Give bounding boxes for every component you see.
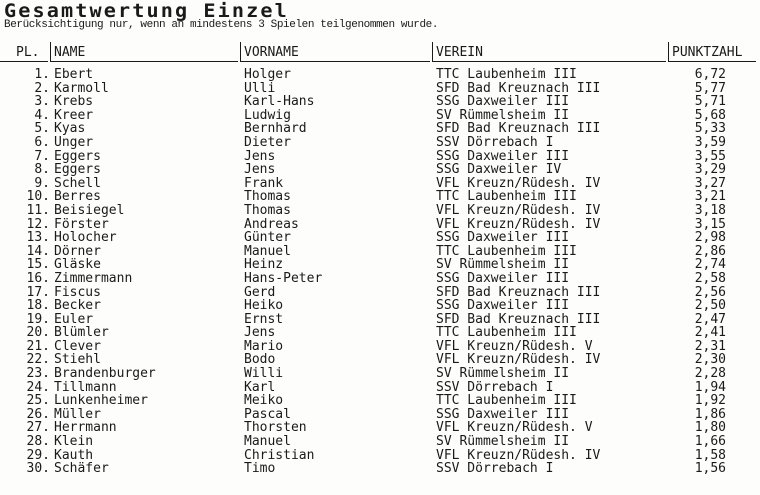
verein-cell: SFD Bad Kreuznach III	[436, 311, 601, 327]
name-cell: Müller	[54, 406, 101, 422]
table-row	[0, 299, 760, 313]
vorname-cell: Andreas	[244, 216, 299, 232]
punktzahl-cell: 2,58	[694, 270, 726, 286]
punktzahl-cell: 3,27	[694, 175, 726, 191]
name-cell: Clever	[54, 338, 101, 354]
rank-cell: 14.	[26, 243, 50, 259]
name-cell: Eggers	[54, 162, 101, 178]
name-cell: Berres	[54, 189, 101, 205]
table-row	[0, 340, 760, 354]
punktzahl-cell: 1,80	[694, 420, 726, 436]
vorname-cell: Jens	[244, 325, 276, 341]
header-divider	[432, 42, 433, 62]
rank-cell: 10.	[26, 189, 50, 205]
name-cell: Klein	[54, 434, 94, 450]
rank-cell: 28.	[26, 434, 50, 450]
name-cell: Unger	[54, 134, 94, 150]
verein-cell: TTC Laubenheim III	[436, 189, 577, 205]
table-row	[0, 435, 760, 449]
header-divider	[50, 42, 51, 62]
name-cell: Beisiegel	[54, 202, 125, 218]
table-row	[0, 190, 760, 204]
name-cell: Kauth	[54, 447, 94, 463]
punktzahl-cell: 5,71	[694, 94, 726, 110]
page-title: Gesamtwertung Einzel	[4, 0, 289, 22]
vorname-cell: Karl	[244, 379, 276, 395]
vorname-cell: Hans-Peter	[244, 270, 323, 286]
rank-cell: 30.	[26, 461, 50, 477]
rank-cell: 26.	[26, 406, 50, 422]
table-row	[0, 122, 760, 136]
rank-cell: 13.	[26, 230, 50, 246]
punktzahl-cell: 3,21	[694, 189, 726, 205]
table-row	[0, 95, 760, 109]
rank-cell: 29.	[26, 447, 50, 463]
name-cell: Kreer	[54, 107, 94, 123]
verein-cell: VFL Kreuzn/Rüdesh. V	[436, 420, 593, 436]
punktzahl-cell: 2,86	[694, 243, 726, 259]
verein-cell: SSG Daxweiler III	[436, 94, 570, 110]
header-rule-name	[50, 61, 238, 62]
name-cell: Förster	[54, 216, 109, 232]
header-punktzahl: PUNKTZAHL	[672, 45, 743, 60]
vorname-cell: Frank	[244, 175, 284, 191]
punktzahl-cell: 1,92	[694, 393, 726, 409]
header-pl: PL.	[16, 45, 40, 60]
vorname-cell: Thomas	[244, 189, 291, 205]
rank-cell: 20.	[26, 325, 50, 341]
name-cell: Euler	[54, 311, 94, 327]
punktzahl-cell: 1,94	[694, 379, 726, 395]
rank-cell: 27.	[26, 420, 50, 436]
header-name: NAME	[54, 45, 86, 60]
rank-cell: 12.	[26, 216, 50, 232]
name-cell: Holocher	[54, 230, 117, 246]
vorname-cell: Holger	[244, 67, 291, 82]
punktzahl-cell: 3,59	[694, 134, 726, 150]
name-cell: Schell	[54, 175, 101, 191]
name-cell: Zimmermann	[54, 270, 133, 286]
rank-cell: 25.	[26, 393, 50, 409]
table-row	[0, 449, 760, 463]
name-cell: Schäfer	[54, 461, 109, 477]
table-row	[0, 150, 760, 164]
verein-cell: SSG Daxweiler III	[436, 298, 570, 314]
rank-cell: 17.	[26, 284, 50, 300]
table-row	[0, 286, 760, 300]
header-rule-punktzahl	[668, 61, 756, 62]
rank-cell: 3.	[34, 94, 50, 110]
punktzahl-cell: 2,56	[694, 284, 726, 300]
table-row	[0, 82, 760, 96]
punktzahl-cell: 3,18	[694, 202, 726, 218]
vorname-cell: Ernst	[244, 311, 284, 327]
rank-cell: 24.	[26, 379, 50, 395]
punktzahl-cell: 2,74	[694, 257, 726, 273]
verein-cell: SSV Dörrebach I	[436, 134, 554, 150]
verein-cell: SFD Bad Kreuznach III	[436, 80, 601, 96]
punktzahl-cell: 5,33	[694, 121, 726, 137]
vorname-cell: Christian	[244, 447, 315, 463]
punktzahl-cell: 2,50	[694, 298, 726, 314]
verein-cell: SFD Bad Kreuznach III	[436, 284, 601, 300]
vorname-cell: Ulli	[244, 80, 276, 96]
verein-cell: SSG Daxweiler III	[436, 230, 570, 246]
table-row	[0, 408, 760, 422]
punktzahl-cell: 1,66	[694, 434, 726, 450]
table-row	[0, 462, 760, 476]
punktzahl-cell: 3,15	[694, 216, 726, 232]
name-cell: Dörner	[54, 243, 101, 259]
header-rule-verein	[432, 61, 666, 62]
vorname-cell: Karl-Hans	[244, 94, 315, 110]
table-row	[0, 231, 760, 245]
vorname-cell: Manuel	[244, 434, 291, 450]
rank-cell: 11.	[26, 202, 50, 218]
verein-cell: TTC Laubenheim III	[436, 325, 577, 341]
vorname-cell: Günter	[244, 230, 291, 246]
rank-cell: 4.	[34, 107, 50, 123]
verein-cell: SFD Bad Kreuznach III	[436, 121, 601, 137]
table-row	[0, 218, 760, 232]
name-cell: Kyas	[54, 121, 86, 137]
verein-cell: VFL Kreuzn/Rüdesh. IV	[436, 352, 601, 368]
name-cell: Herrmann	[54, 420, 117, 436]
vorname-cell: Manuel	[244, 243, 291, 259]
verein-cell: TTC Laubenheim III	[436, 67, 577, 82]
name-cell: Krebs	[54, 94, 94, 110]
verein-cell: SSG Daxweiler III	[436, 270, 570, 286]
verein-cell: SSG Daxweiler III	[436, 148, 570, 164]
vorname-cell: Dieter	[244, 134, 291, 150]
name-cell: Stiehl	[54, 352, 101, 368]
vorname-cell: Mario	[244, 338, 284, 354]
verein-cell: TTC Laubenheim III	[436, 243, 577, 259]
vorname-cell: Willi	[244, 366, 284, 382]
name-cell: Ebert	[54, 67, 94, 82]
verein-cell: SSV Dörrebach I	[436, 379, 554, 395]
verein-cell: VFL Kreuzn/Rüdesh. IV	[436, 202, 601, 218]
rank-cell: 9.	[34, 175, 50, 191]
rank-cell: 15.	[26, 257, 50, 273]
header-divider	[668, 42, 669, 62]
table-row	[0, 109, 760, 123]
vorname-cell: Jens	[244, 162, 276, 178]
verein-cell: SV Rümmelsheim II	[436, 257, 570, 273]
punktzahl-cell: 1,86	[694, 406, 726, 422]
vorname-cell: Meiko	[244, 393, 284, 409]
page-subtitle: Berücksichtigung nur, wenn an mindestens 3 Spielen teilgenommen wurde.	[4, 19, 439, 31]
rank-cell: 21.	[26, 338, 50, 354]
punktzahl-cell: 6,72	[694, 67, 726, 82]
name-cell: Gläske	[54, 257, 101, 273]
vorname-cell: Thomas	[244, 202, 291, 218]
table-row	[0, 394, 760, 408]
rank-cell: 5.	[34, 121, 50, 137]
header-rule-vorname	[240, 61, 430, 62]
punktzahl-cell: 5,68	[694, 107, 726, 123]
verein-cell: SV Rümmelsheim II	[436, 366, 570, 382]
header-verein: VEREIN	[436, 45, 483, 60]
rank-cell: 2.	[34, 80, 50, 96]
punktzahl-cell: 2,28	[694, 366, 726, 382]
name-cell: Lunkenheimer	[54, 393, 148, 409]
table-row	[0, 367, 760, 381]
name-cell: Eggers	[54, 148, 101, 164]
punktzahl-cell: 2,98	[694, 230, 726, 246]
verein-cell: VFL Kreuzn/Rüdesh. IV	[436, 175, 601, 191]
verein-cell: VFL Kreuzn/Rüdesh. IV	[436, 216, 601, 232]
punktzahl-cell: 2,30	[694, 352, 726, 368]
table-row	[0, 163, 760, 177]
punktzahl-cell: 3,29	[694, 162, 726, 178]
rank-cell: 22.	[26, 352, 50, 368]
table-row	[0, 204, 760, 218]
punktzahl-cell: 2,47	[694, 311, 726, 327]
table-row	[0, 258, 760, 272]
verein-cell: VFL Kreuzn/Rüdesh. IV	[436, 447, 601, 463]
table-row	[0, 245, 760, 259]
verein-cell: TTC Laubenheim III	[436, 393, 577, 409]
table-row	[0, 136, 760, 150]
table-row	[0, 326, 760, 340]
table-header	[0, 44, 760, 66]
name-cell: Becker	[54, 298, 101, 314]
header-vorname: VORNAME	[244, 45, 299, 60]
header-rule-pl	[0, 61, 48, 62]
name-cell: Blümler	[54, 325, 109, 341]
rank-cell: 6.	[34, 134, 50, 150]
table-row	[0, 353, 760, 367]
verein-cell: SSG Daxweiler III	[436, 406, 570, 422]
verein-cell: SSG Daxweiler IV	[436, 162, 562, 178]
verein-cell: SSV Dörrebach I	[436, 461, 554, 477]
vorname-cell: Thorsten	[244, 420, 307, 436]
header-divider	[240, 42, 241, 62]
rank-cell: 1.	[34, 67, 50, 82]
name-cell: Karmoll	[54, 80, 109, 96]
punktzahl-cell: 2,31	[694, 338, 726, 354]
name-cell: Fiscus	[54, 284, 101, 300]
punktzahl-cell: 2,41	[694, 325, 726, 341]
vorname-cell: Heinz	[244, 257, 284, 273]
rank-cell: 8.	[34, 162, 50, 178]
vorname-cell: Gerd	[244, 284, 276, 300]
table-row	[0, 421, 760, 435]
rank-cell: 19.	[26, 311, 50, 327]
table-row	[0, 313, 760, 327]
verein-cell: SV Rümmelsheim II	[436, 107, 570, 123]
verein-cell: SV Rümmelsheim II	[436, 434, 570, 450]
punktzahl-cell: 1,58	[694, 447, 726, 463]
vorname-cell: Pascal	[244, 406, 291, 422]
rank-cell: 23.	[26, 366, 50, 382]
vorname-cell: Bernhard	[244, 121, 307, 137]
punktzahl-cell: 1,56	[694, 461, 726, 477]
rank-cell: 7.	[34, 148, 50, 164]
vorname-cell: Timo	[244, 461, 276, 477]
rank-cell: 16.	[26, 270, 50, 286]
table-row	[0, 381, 760, 395]
punktzahl-cell: 3,55	[694, 148, 726, 164]
table-row	[0, 272, 760, 286]
name-cell: Tillmann	[54, 379, 117, 395]
table-row	[0, 68, 760, 82]
vorname-cell: Ludwig	[244, 107, 291, 123]
table-row	[0, 177, 760, 191]
vorname-cell: Jens	[244, 148, 276, 164]
vorname-cell: Heiko	[244, 298, 284, 314]
verein-cell: VFL Kreuzn/Rüdesh. V	[436, 338, 593, 354]
vorname-cell: Bodo	[244, 352, 276, 368]
rank-cell: 18.	[26, 298, 50, 314]
punktzahl-cell: 5,77	[694, 80, 726, 96]
ranking-table	[0, 68, 760, 476]
name-cell: Brandenburger	[54, 366, 156, 382]
